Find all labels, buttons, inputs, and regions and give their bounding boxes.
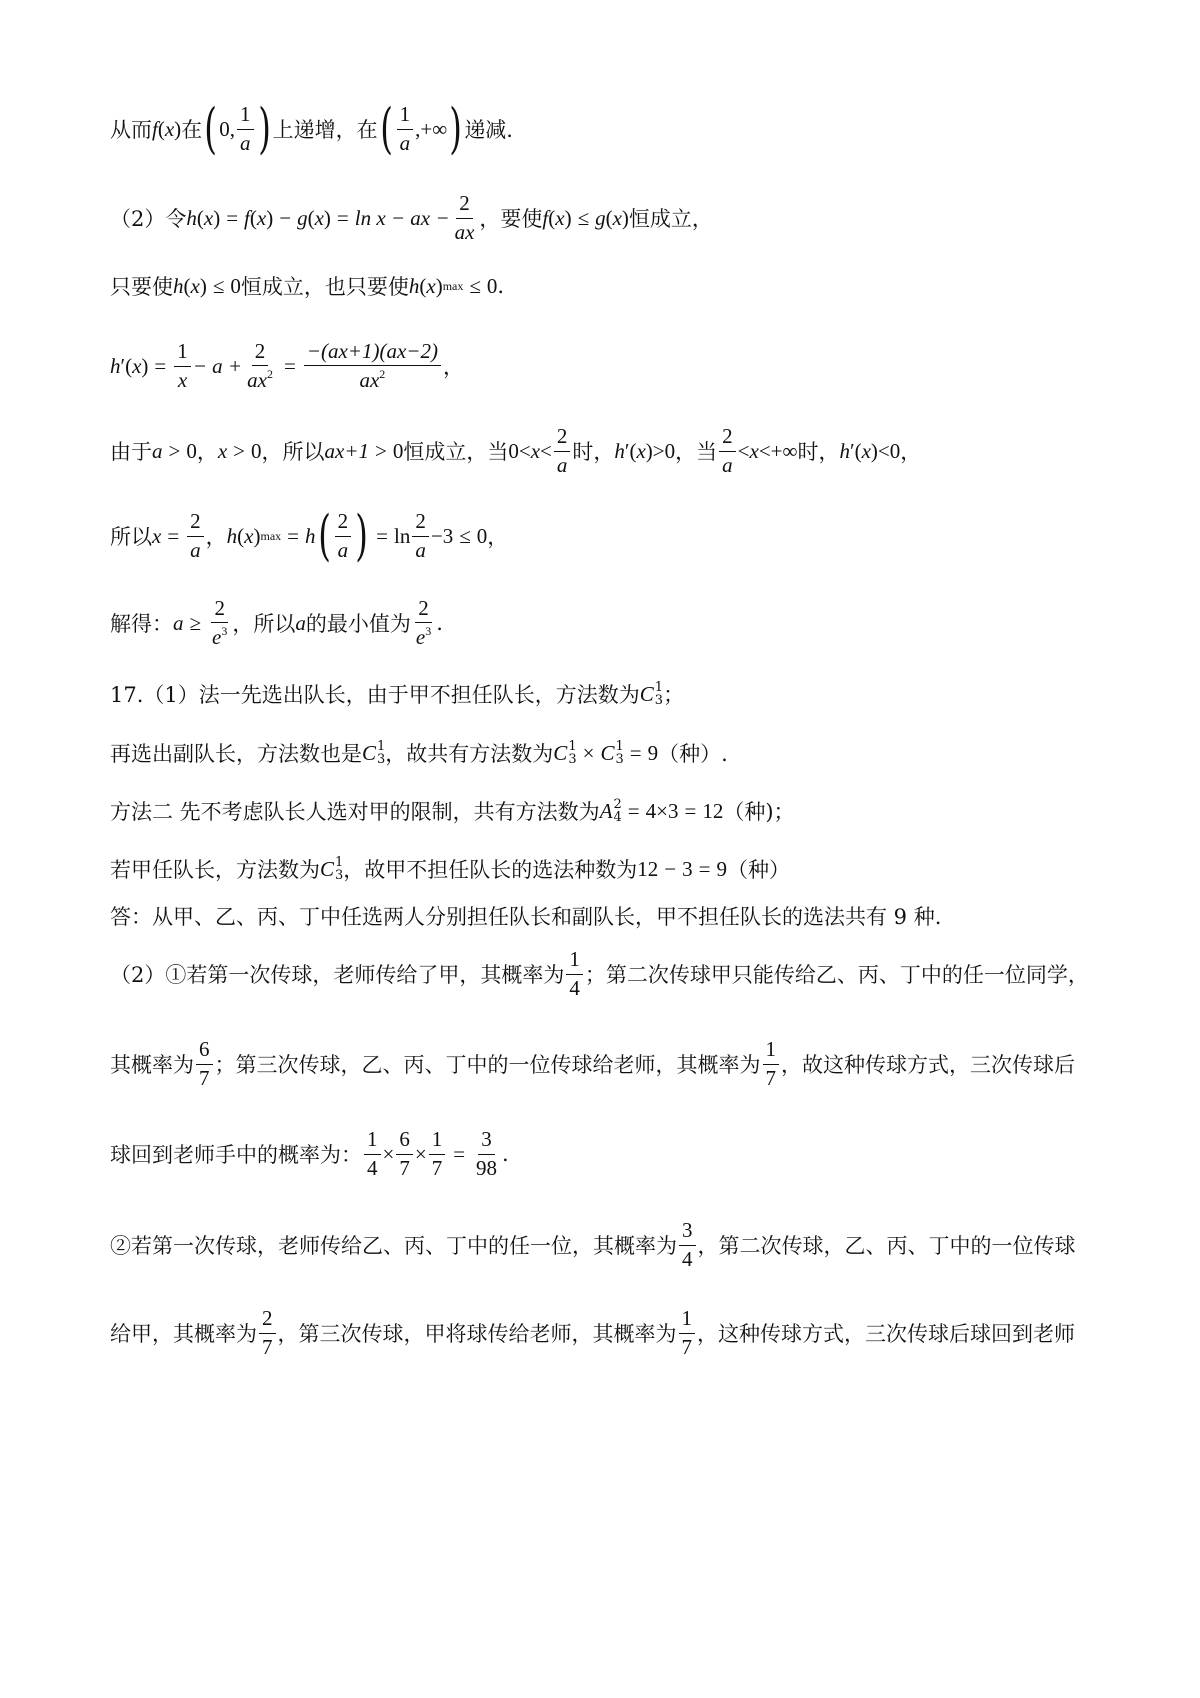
problem-17-part2-line-1: （2）①若第一次传球，老师传给了甲，其概率为 $\frac{1}{4}$ ；第二次传球甲只能传给乙、丙、丁中的任一位同学， [110,947,1089,1000]
fraction-2-over-a: $\frac{2}{a}$ [719,425,736,476]
fraction-1-over-a: $\frac{1}{a}$ [237,103,254,154]
fraction-1-over-4: $\frac{1}{4}$ [566,948,583,999]
problem-17-line-4: 若甲任队长，方法数为 C 1 3 ，故甲不担任队长的选法种数为 12 − 3 = 9 （种） [110,855,790,883]
solution-line-1: 从而 f ( x ) 在 ( 0 , $\frac{1}{a}$ ) 上递增，在 ( $\frac{1}{a}$ , +∞ ) 递减. [110,97,513,160]
fraction-2-over-7: $\frac{2}{7}$ [259,1307,276,1358]
problem-17-line-3: 方法二 先不考虑队长人选对甲的限制，共有方法数为 A 2 4 = 4 × 3 = 12 （种)； [110,797,795,825]
fraction-2-over-a: $\frac{2}{a}$ [335,510,352,561]
fraction-derivative-result: $\frac{-(ax+1)(ax-2)}{ax^2}$ [304,340,441,392]
fraction-3-over-98: $\frac{3}{98}$ [476,1127,498,1180]
fraction-2-over-a: $\frac{2}{a}$ [187,510,204,561]
fraction-1-over-x: $\frac{1}{x}$ [174,340,191,391]
fraction-2-over-a: $\frac{2}{a}$ [412,510,429,561]
solution-line-3: 只要使 h ( x ) ≤ 0 恒成立，也只要使 h ( x ) max ≤ 0 . [110,273,505,299]
problem-17-line-2: 再选出副队长，方法数也是 C 1 3 ，故共有方法数为 C 1 3 × C 1 3 = 9 （种）. [110,739,728,767]
text: 从而 [110,118,152,142]
solution-line-6: 所以 x = $\frac{2}{a}$ ， h ( x ) max = h ( $\frac{2}{a}$ ) = ln $\frac{2}{a}$ − 3 ≤ 0 ， [110,504,509,567]
fraction-2-over-ax2: $\frac{2}{ax^2}$ [247,338,273,392]
problem-17-part2-line-4: ②若第一次传球，老师传给乙、丙、丁中的任一位，其概率为 $\frac{3}{4}$ ，第二次传球，乙、丙、丁中的一位传球 [110,1218,1076,1271]
solution-line-2: （2）令 h ( x ) = f ( x ) − g ( x ) = ln x − ax − $\frac{2}{ax}$ ，要使 f ( x ) ≤ g ( x ) 恒成立， [110,191,713,244]
derivative-formula: h ′ ( x ) = $\frac{1}{x}$ − a + $\frac{2}{ax^2}$ = $\frac{-(ax+1)(ax-2)}{ax^2}$ ， [110,338,464,392]
fraction-2-over-e3: $\frac{2}{e^3}$ [415,595,432,649]
fraction-2-over-ax: $\frac{2}{ax}$ [454,191,475,244]
fraction-2-over-a: $\frac{2}{a}$ [554,425,571,476]
fraction-3-over-4: $\frac{3}{4}$ [679,1219,696,1270]
problem-17-part2-line-2: 其概率为 $\frac{6}{7}$ ；第三次传球，乙、丙、丁中的一位传球给老师，其概率为 $\frac{1}{7}$ ，故这种传球方式，三次传球后 [110,1037,1075,1090]
solution-line-5: 由于 a > 0 ， x > 0 ，所以 ax+1 > 0 恒成立，当 0 < x < $\frac{2}{a}$ 时， h ′ ( x ) > 0 ，当 $\frac{2}{a}$ < x < +∞ 时， h ′ ( x ) < 0 ， [110,424,922,477]
problem-17-part2-line-5: 给甲，其概率为 $\frac{2}{7}$ ，第三次传球，甲将球传给老师，其概率为 $\frac{1}{7}$ ，这种传球方式，三次传球后球回到老师 [110,1306,1075,1359]
problem-17-answer: 答：从甲、乙、丙、丁中任选两人分别担任队长和副队长，甲不担任队长的选法共有 9 种. [110,905,942,929]
fraction-1-over-4: $\frac{1}{4}$ [364,1128,381,1179]
fraction-1-over-7: $\frac{1}{7}$ [429,1128,446,1179]
fraction-6-over-7: $\frac{6}{7}$ [396,1128,413,1179]
fraction-2-over-e3: $\frac{2}{e^3}$ [212,595,228,649]
problem-17-line-1: 17.（1）法一先选出队长，由于甲不担任队长，方法数为 C 1 3 ； [110,680,685,708]
problem-17-part2-line-3: 球回到老师手中的概率为： $\frac{1}{4}$ × $\frac{6}{7}$ × $\frac{1}{7}$ = $\frac{3}{98}$ . [110,1127,509,1180]
fraction-1-over-7: $\frac{1}{7}$ [679,1307,696,1358]
fraction-6-over-7: $\frac{6}{7}$ [196,1038,213,1089]
fraction-1-over-a: $\frac{1}{a}$ [397,103,414,154]
solution-line-7: 解得： a ≥ $\frac{2}{e^3}$ ，所以 a 的最小值为 $\frac{2}{e^3}$ . [110,595,443,649]
fraction-1-over-7: $\frac{1}{7}$ [763,1038,780,1089]
